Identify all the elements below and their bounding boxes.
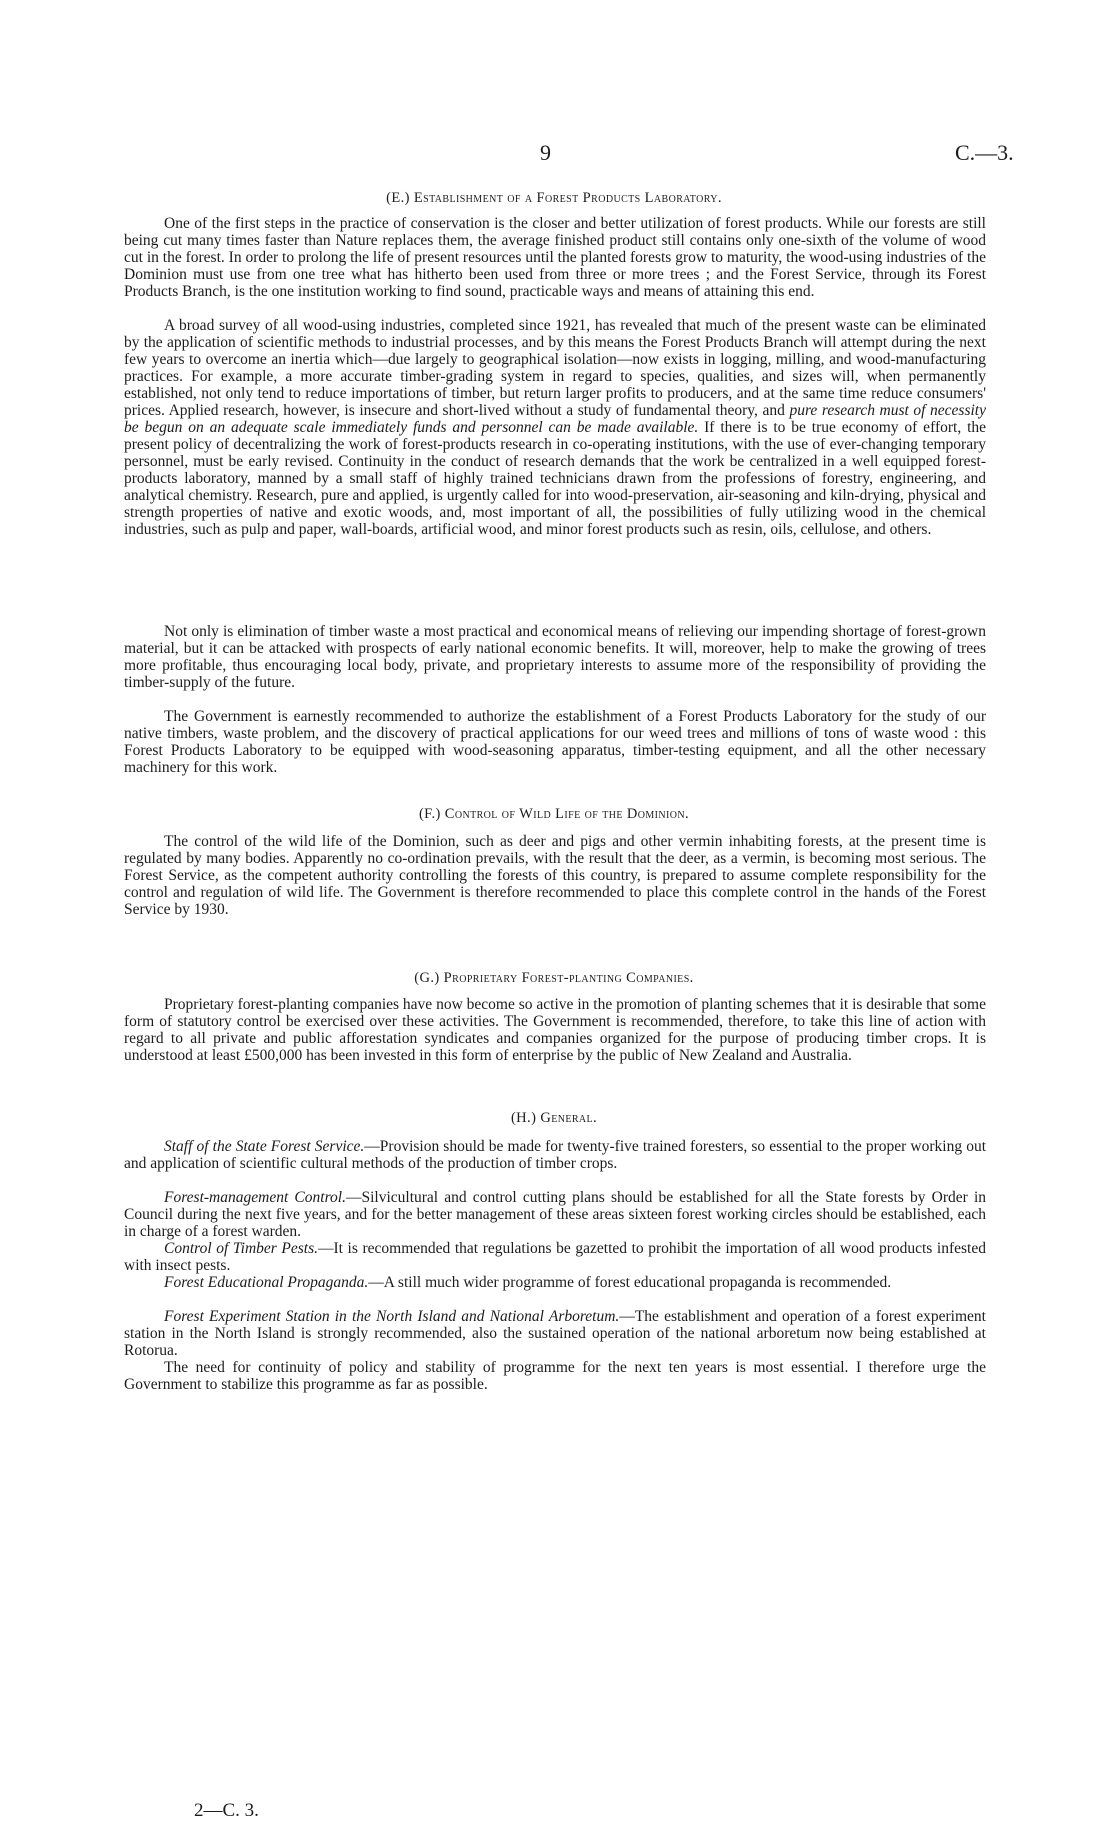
section-h-heading: (H.) General. xyxy=(510,1110,598,1126)
section-e-paragraph-4: The Government is earnestly recommended to authorize the establishment of a Forest Products Laboratory for the study of our native timbers, waste problem, and the discovery of practical applications for our weed trees and millions of tons of waste wood : this Forest Products Laboratory to be equipped with wood-seasoning apparatus, timber-testing equipment, and all the other necessary machinery for this work. xyxy=(124,708,986,776)
document-reference: C.—3. xyxy=(955,140,1014,165)
general-item-staff: Staff of the State Forest Service.—Provision should be made for twenty-five trained foresters, so essential to the proper working out and application of scientific cultural methods of the production of timber crops. xyxy=(124,1138,986,1172)
page-number: 9 xyxy=(540,140,551,165)
section-e-paragraph-3: Not only is elimination of timber waste a most practical and economical means of relieving our impending shortage of forest-grown material, but it can be attacked with prospects of early national economic benefits. It will, moreover, help to make the growing of trees more profitable, thus encouraging local body, private, and proprietary interests to assume more of the responsibility of providing the timber-supply of the future. xyxy=(124,623,986,691)
section-e-heading: (E.) Establishment of a Forest Products Laboratory. xyxy=(386,190,722,206)
general-item-management: Forest-management Control.—Silvicultural and control cutting plans should be established for all the State forests by Order in Council during the next five years, and for the better management of these areas sixteen forest working circles should be established, each in charge of a forest warden. xyxy=(124,1189,986,1240)
section-g-paragraph-1: Proprietary forest-planting companies have now become so active in the promotion of planting schemes that it is desirable that some form of statutory control be exercised over these activities. The Government is recommended, therefore, to take this line of action with regard to all private and public afforestation syndicates and companies organized for the purpose of producing timber crops. It is understood at least £500,000 has been invested in this form of enterprise by the public of New Zealand and Australia. xyxy=(124,996,986,1064)
emphasis-text: pure research must of necessity be begun on an adequate scale immediately funds and personnel can be made available. xyxy=(124,402,986,436)
general-item-propaganda: Forest Educational Propaganda.—A still much wider programme of forest educational propaganda is recommended. xyxy=(164,1274,892,1291)
section-f-heading: (F.) Control of Wild Life of the Dominion. xyxy=(418,806,690,822)
section-g-heading: (G.) Proprietary Forest-planting Companies. xyxy=(414,970,694,986)
section-e-paragraph-2: A broad survey of all wood-using industries, completed since 1921, has revealed that much of the present waste can be eliminated by the application of scientific methods to industrial processes, and by this means the Forest Products Branch will attempt during the next few years to overcome an inertia which—due largely to geographical isolation—now exists in logging, milling, and wood-manufacturing practices. For example, a more accurate timber-grading system in regard to species, qualities, and sizes will, when permanently established, not only tend to reduce importations of timber, but return larger profits to producers, and at the same time reduce consumers' prices. Applied research, however, is insecure and short-lived without a study of fundamental theory, and pure research must of necessity be begun on an adequate scale immediately funds and personnel can be made available. If there is to be true economy of effort, the present policy of decentralizing the work of forest-products research in co-operating institutions, with the use of ever-changing temporary personnel, must be early revised. Continuity in the conduct of research demands that the work be centralized in a well equipped forest-products laboratory, manned by a small staff of highly trained technicians drawn from the professions of forestry, engineering, and analytical chemistry. Research, pure and applied, is urgently called for into wood-preservation, air-seasoning and kiln-drying, physical and strength properties of native and exotic woods, and, most important of all, the possibilities of fully utilizing wood in the chemical industries, such as pulp and paper, wall-boards, artificial wood, and minor forest products such as resin, oils, cellulose, and others. xyxy=(124,317,987,538)
footer-reference: 2—C. 3. xyxy=(194,1800,259,1821)
general-item-pests: Control of Timber Pests.—It is recommended that regulations be gazetted to prohibit the importation of all wood products infested with insect pests. xyxy=(124,1240,986,1274)
section-f-paragraph-1: The control of the wild life of the Dominion, such as deer and pigs and other vermin inhabiting forests, at the present time is regulated by many bodies. Apparently no co-ordination prevails, with the result that the deer, as a vermin, is becoming most serious. The Forest Service, as the competent authority controlling the forests of this country, is prepared to assume complete responsibility for the control and regulation of wild life. The Government is therefore recommended to place this complete control in the hands of the Forest Service by 1930. xyxy=(124,833,986,918)
closing-paragraph: The need for continuity of policy and stability of programme for the next ten years is most essential. I therefore urge the Government to stabilize this programme as far as possible. xyxy=(124,1359,986,1393)
section-e-paragraph-1: One of the first steps in the practice of conservation is the closer and better utilization of forest products. While our forests are still being cut many times faster than Nature replaces them, the average finished product still contains only one-sixth of the volume of wood cut in the forest. In order to prolong the life of present resources until the planted forests grow to maturity, the wood-using industries of the Dominion must use from one tree what has hitherto been used from three or more trees ; and the Forest Service, through its Forest Products Branch, is the one institution working to find sound, practicable ways and means of attaining this end. xyxy=(124,215,986,300)
general-item-experiment-station: Forest Experiment Station in the North Island and National Arboretum.—The establishment and operation of a forest experiment station in the North Island is strongly recommended, also the sustained operation of the national arboretum now being established at Rotorua. xyxy=(124,1308,986,1359)
